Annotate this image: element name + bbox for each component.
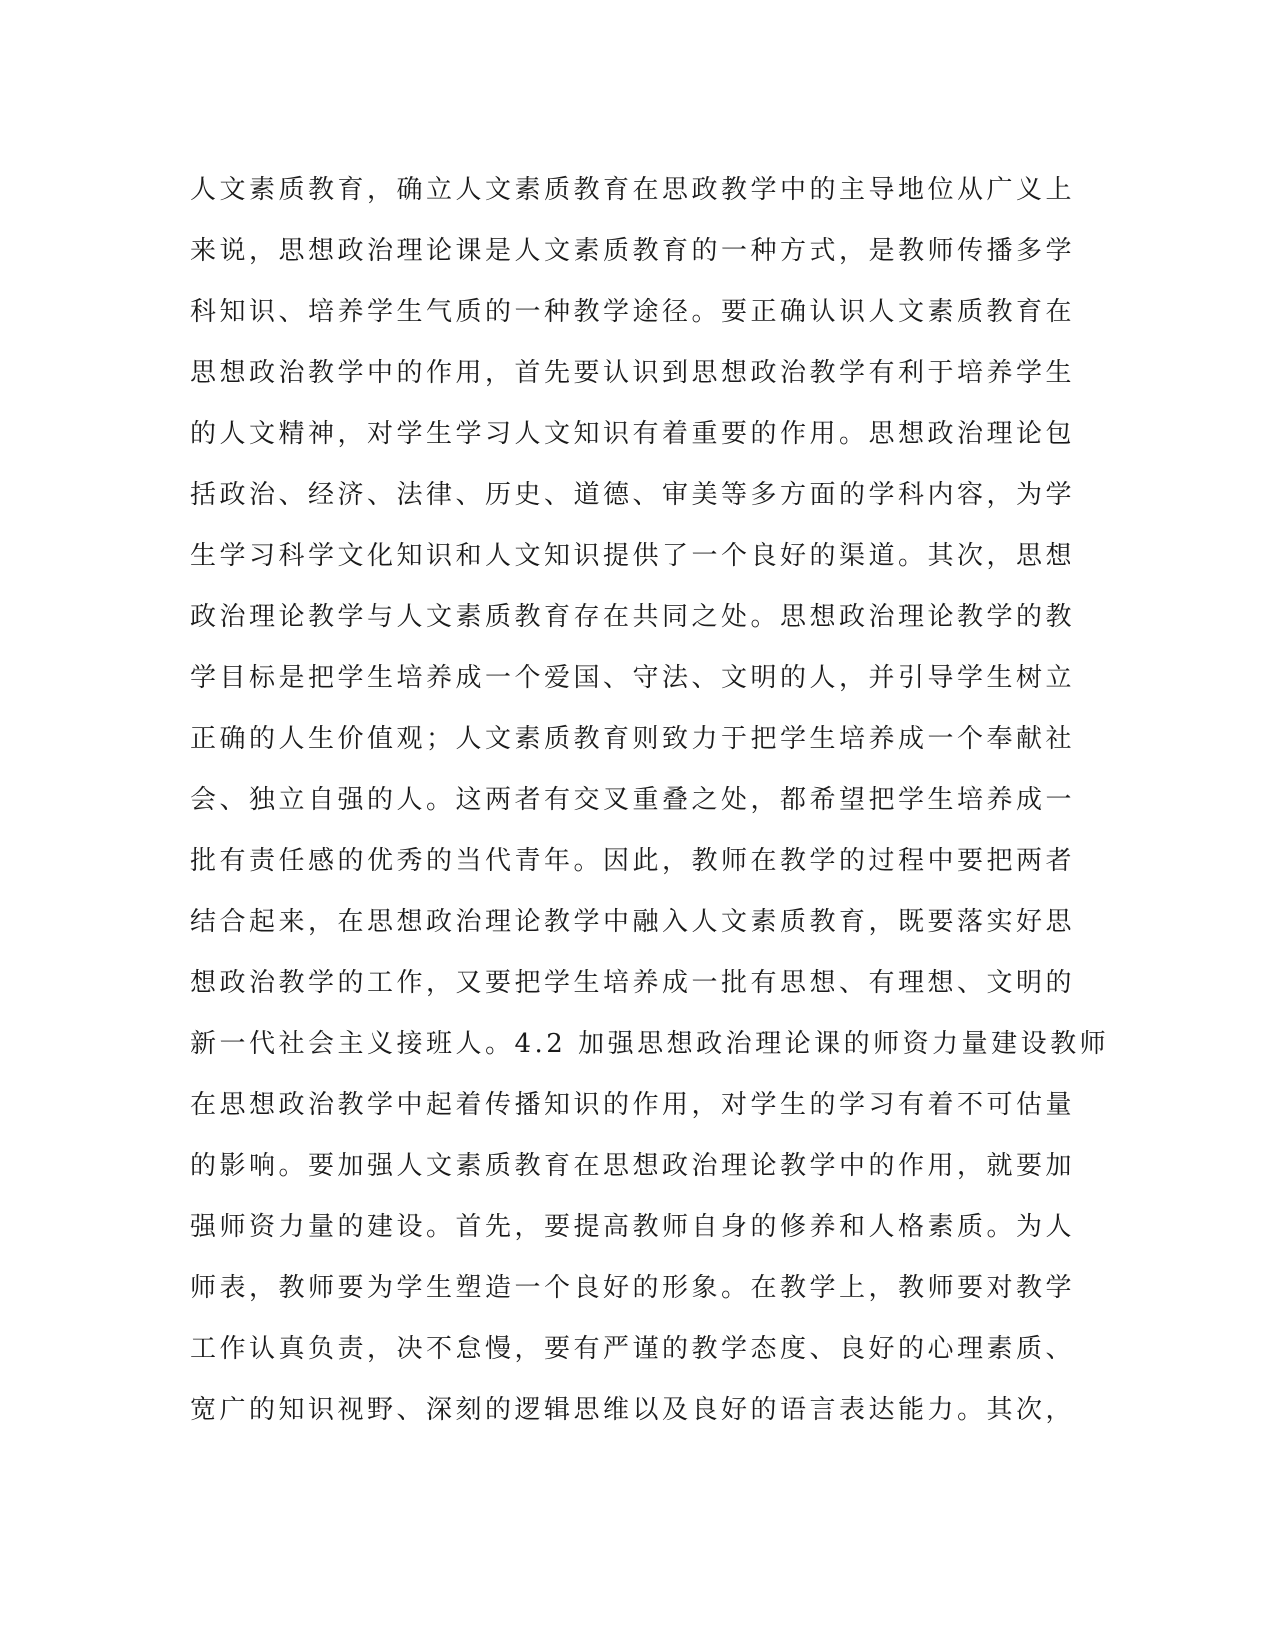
text-line: 结合起来，在思想政治理论教学中融入人文素质教育，既要落实好思 [190,907,1076,937]
text-line: 政治理论教学与人文素质教育存在共同之处。思想政治理论教学的教 [190,602,1076,632]
text-line: 想政治教学的工作，又要把学生培养成一批有思想、有理想、文明的 [190,968,1076,998]
text-line: 科知识、培养学生气质的一种教学途径。要正确认识人文素质教育在 [190,297,1076,327]
text-line: 人文素质教育，确立人文素质教育在思政教学中的主导地位从广义上 [190,175,1076,205]
text-line: 强师资力量的建设。首先，要提高教师自身的修养和人格素质。为人 [190,1212,1076,1242]
text-line: 正确的人生价值观；人文素质教育则致力于把学生培养成一个奉献社 [190,724,1076,754]
text-line: 宽广的知识视野、深刻的逻辑思维以及良好的语言表达能力。其次， [190,1395,1076,1425]
text-line: 学目标是把学生培养成一个爱国、守法、文明的人，并引导学生树立 [190,663,1076,693]
text-line: 批有责任感的优秀的当代青年。因此，教师在教学的过程中要把两者 [190,846,1076,876]
body-text [190,160,1110,1441]
text-line: 生学习科学文化知识和人文知识提供了一个良好的渠道。其次，思想 [190,541,1076,571]
text-line: 在思想政治教学中起着传播知识的作用，对学生的学习有着不可估量 [190,1090,1076,1120]
text-line: 工作认真负责，决不怠慢，要有严谨的教学态度、良好的心理素质、 [190,1334,1076,1364]
text-line: 的影响。要加强人文素质教育在思想政治理论教学中的作用，就要加 [190,1151,1076,1181]
text-line: 师表，教师要为学生塑造一个良好的形象。在教学上，教师要对教学 [190,1273,1076,1303]
text-line: 括政治、经济、法律、历史、道德、审美等多方面的学科内容，为学 [190,480,1076,510]
text-line: 会、独立自强的人。这两者有交叉重叠之处，都希望把学生培养成一 [190,785,1076,815]
text-line: 的人文精神，对学生学习人文知识有着重要的作用。思想政治理论包 [190,419,1076,449]
text-line: 思想政治教学中的作用，首先要认识到思想政治教学有利于培养学生 [190,358,1076,388]
text-line: 来说，思想政治理论课是人文素质教育的一种方式，是教师传播多学 [190,236,1076,266]
text-line: 新一代社会主义接班人。4.2 加强思想政治理论课的师资力量建设教师 [190,1029,1110,1059]
